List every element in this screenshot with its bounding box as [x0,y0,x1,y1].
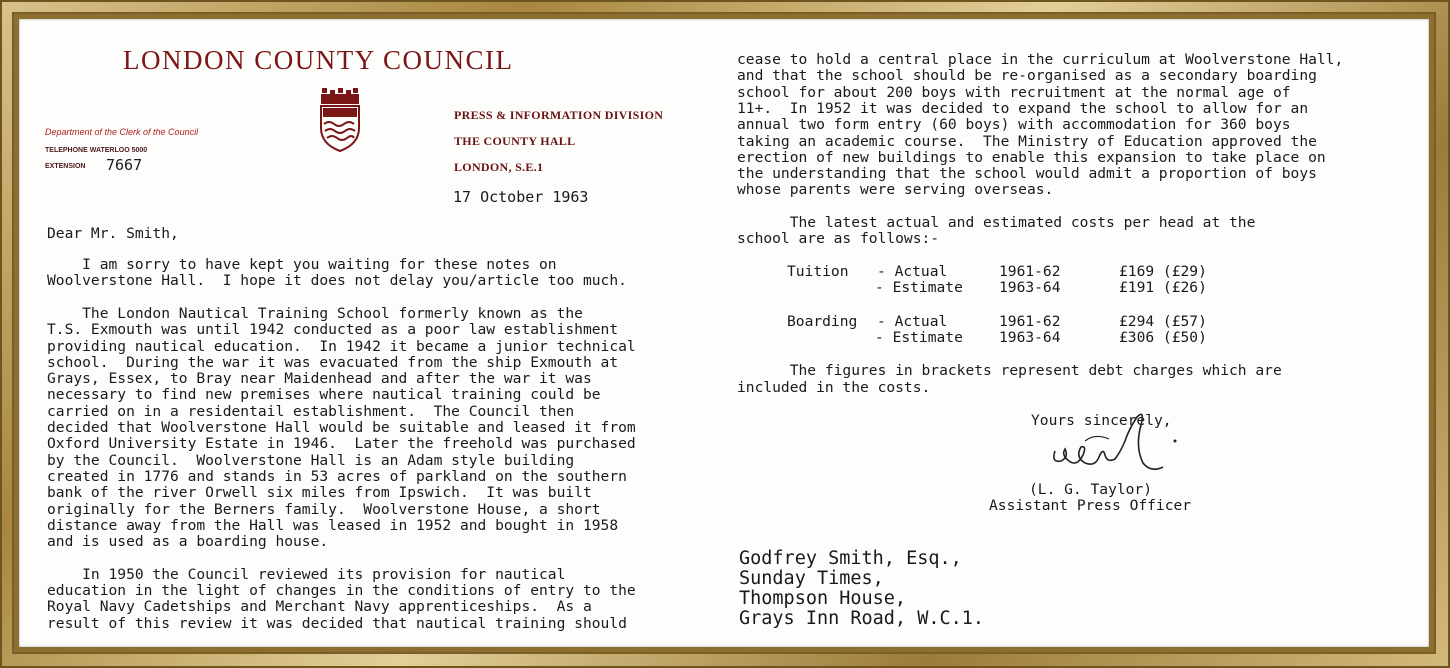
address-line: Godfrey Smith, Esq., [739,548,962,569]
body-text-line: school for about 200 boys with recruitment at the normal age of [737,83,1291,101]
body-text-line: and that the school should be re-organised as a secondary boarding [737,67,1317,85]
letter-date: 17 October 1963 [453,188,589,206]
body-text-line: In 1950 the Council reviewed its provision for nautical [47,565,566,583]
body-text-line: distance away from the Hall was leased in 1952 and bought in 1958 [47,516,619,534]
cost-cell-year: 1963-64 [999,329,1061,346]
salutation: Dear Mr. Smith, [47,225,179,242]
body-text-line: annual two form entry (60 boys) with accommodation for 360 boys [737,116,1291,134]
cost-cell-category: Tuition [787,263,849,280]
cost-cell-type: - Estimate [875,279,963,296]
cost-cell-type: - Estimate [875,329,963,346]
valediction: Yours sincerely, [1031,412,1172,429]
cost-cell-amount: £169 (£29) [1119,263,1207,280]
body-text-line: 11+. In 1952 it was decided to expand the school to allow for an [737,99,1309,117]
body-text-line: decided that Woolverstone Hall would be suitable and leased it from [47,419,636,436]
address-hall-line: THE COUNTY HALL [454,134,576,148]
body-text-line: Royal Navy Cadetships and Merchant Navy apprenticeships. As a [47,598,592,616]
extension-number: 7667 [106,156,143,174]
body-text-line: created in 1776 and stands in 53 acres of parkland on the southern [47,467,627,485]
body-text-line: providing nautical education. In 1942 it became a junior technical [47,337,636,355]
body-text-line: education in the light of changes in the conditions of entry to the [47,582,636,599]
body-text-line: The London Nautical Training School formerly known as the [47,304,583,322]
cost-cell-amount: £294 (£57) [1119,313,1207,330]
body-text-line: result of this review it was decided that nautical training should [47,614,627,632]
council-crest-icon [318,88,362,152]
body-text-line: I am sorry to have kept you waiting for these notes on [47,256,557,273]
body-text-line: taking an academic course. The Ministry of Education approved the [737,132,1317,150]
body-text-line: by the Council. Woolverstone Hall is an Adam style building [47,451,575,469]
body-text-line: cease to hold a central place in the curriculum at Woolverstone Hall, [737,51,1344,68]
body-text-line: Grays, Essex, to Bray near Maidenhead and after the war it was [47,370,592,388]
cost-cell-category: Boarding [787,313,858,330]
address-city-line: LONDON, S.E.1 [454,160,544,174]
body-text-line: The latest actual and estimated costs per head at the [737,214,1256,231]
body-text-line: school. During the war it was evacuated from the ship Exmouth at [47,353,619,371]
cost-cell-year: 1963-64 [999,279,1061,296]
body-text-line: bank of the river Orwell six miles from Ipswich. It was built [47,484,592,502]
address-line: Sunday Times, [739,568,884,589]
cost-cell-year: 1961-62 [999,313,1061,330]
body-text-line: included in the costs. [737,379,931,396]
cost-cell-year: 1961-62 [999,263,1061,280]
signature-icon [1025,411,1185,489]
body-text-line: school are as follows:- [737,230,940,248]
division-line: PRESS & INFORMATION DIVISION [454,108,664,122]
council-heading: LONDON COUNTY COUNCIL [123,45,514,75]
signatory-name: (L. G. Taylor) [1029,481,1153,498]
extension-label: EXTENSION [45,163,86,170]
body-text-line: The figures in brackets represent debt charges which are [737,362,1282,379]
body-text-line: Woolverstone Hall. I hope it does not delay you/article too much. [47,272,627,290]
address-line: Grays Inn Road, W.C.1. [739,608,985,629]
body-text-line: originally for the Berners family. Woolverstone House, a short [47,500,601,518]
cost-cell-amount: £191 (£26) [1119,279,1207,296]
cost-cell-amount: £306 (£50) [1119,329,1207,346]
cost-cell-type: - Actual [877,313,948,330]
cost-cell-type: - Actual [877,263,948,280]
body-text-line: Oxford University Estate in 1946. Later the freehold was purchased [47,435,636,453]
telephone-line: TELEPHONE WATERLOO 5000 [45,147,148,154]
body-text-line: carried on in a residentail establishment. The Council then [47,402,575,420]
signatory-title: Assistant Press Officer [989,497,1192,514]
letter-page [19,19,1429,647]
body-text-line: erection of new buildings to enable this expansion to take place on [737,148,1326,166]
department-line: Department of the Clerk of the Council [45,127,199,137]
body-text-line: and is used as a boarding house. [47,533,329,551]
body-text-line: the understanding that the school would admit a proportion of boys [737,165,1317,183]
address-line: Thompson House, [739,588,907,609]
body-text-line: whose parents were serving overseas. [737,181,1054,199]
body-text-line: T.S. Exmouth was until 1942 conducted as a poor law establishment [47,321,619,339]
body-text-line: necessary to find new premises where nautical training could be [47,386,601,404]
